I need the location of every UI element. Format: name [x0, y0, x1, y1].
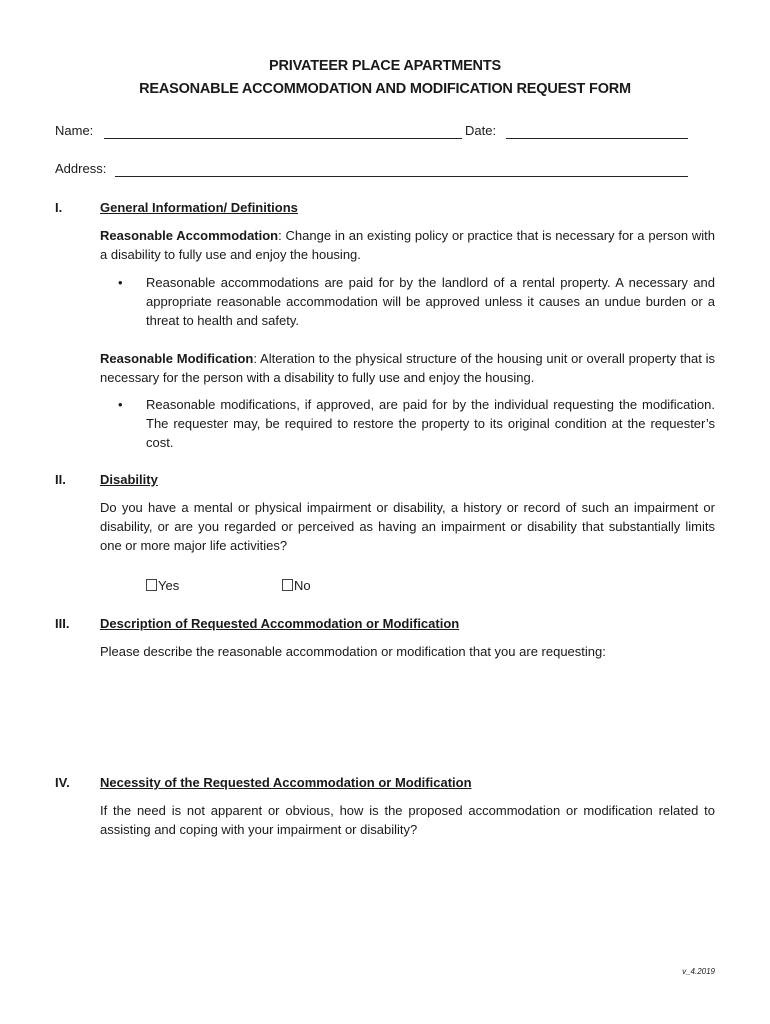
disability-question: Do you have a mental or physical impairment or disability, a history or record of such an impairment or disability, or are you regarded or perceived as having an impairment or disability that substantially limits one or more major life activities?	[100, 500, 715, 553]
necessity-prompt: If the need is not apparent or obvious, how is the proposed accommodation or modification related to assisting and coping with your impairment or disability?	[100, 803, 715, 837]
section-2-heading: Disability	[100, 472, 158, 487]
section-2-numeral: II.	[55, 472, 66, 487]
form-title: REASONABLE ACCOMMODATION AND MODIFICATION REQUEST FORM	[139, 81, 631, 97]
accommodation-bullet-text: Reasonable accommodations are paid for by the landlord of a rental property. A necessary and appropriate reasonable accommodation will be approved unless it causes an undue burden or a threat to health and safety.	[146, 275, 715, 328]
yes-checkbox[interactable]	[146, 578, 179, 593]
necessity-response-area[interactable]	[100, 845, 715, 955]
checkbox-icon	[282, 579, 293, 591]
date-label: Date:	[465, 123, 497, 138]
no-checkbox[interactable]	[282, 578, 311, 593]
checkbox-icon	[146, 579, 157, 591]
section-4-numeral: IV.	[55, 775, 70, 790]
date-field[interactable]	[506, 138, 688, 139]
modification-bullet-text: Reasonable modifications, if approved, are paid for by the individual requesting the modification. The requester may, be required to restore the property to its original condition at the requester’s cost.	[146, 397, 715, 450]
modification-definition	[100, 349, 715, 387]
section-3-numeral: III.	[55, 616, 70, 631]
description-response-area[interactable]	[100, 668, 715, 768]
version-label: v_4.2019	[682, 967, 715, 976]
no-label: No	[294, 578, 311, 593]
accommodation-def-text: : Change in an existing policy or practice that is necessary for a person with a disability to fully use and enjoy the housing.	[100, 228, 715, 262]
section-1-numeral: I.	[55, 200, 63, 215]
modification-term: Reasonable Modification	[100, 351, 254, 366]
section-1-heading: General Information/ Definitions	[100, 200, 298, 215]
bullet-icon: •	[118, 397, 123, 412]
yes-label: Yes	[158, 578, 180, 593]
accommodation-term: Reasonable Accommodation	[100, 228, 279, 243]
address-field[interactable]	[115, 176, 688, 177]
page-title: PRIVATEER PLACE APARTMENTS	[269, 58, 501, 74]
name-label: Name:	[55, 123, 94, 138]
modification-def-text: : Alteration to the physical structure of the housing unit or overall property that is necessary for the person with a disability to fully use and enjoy the housing.	[100, 351, 716, 385]
description-prompt: Please describe the reasonable accommodation or modification that you are requesting:	[100, 644, 606, 659]
accommodation-bullet	[118, 273, 715, 333]
section-4-heading: Necessity of the Requested Accommodation or Modification	[100, 775, 472, 790]
name-field[interactable]	[104, 138, 462, 139]
bullet-icon: •	[118, 275, 123, 290]
modification-bullet	[118, 395, 715, 455]
address-label: Address:	[55, 161, 107, 176]
accommodation-definition	[100, 226, 715, 264]
section-3-heading: Description of Requested Accommodation or Modification	[100, 616, 460, 631]
